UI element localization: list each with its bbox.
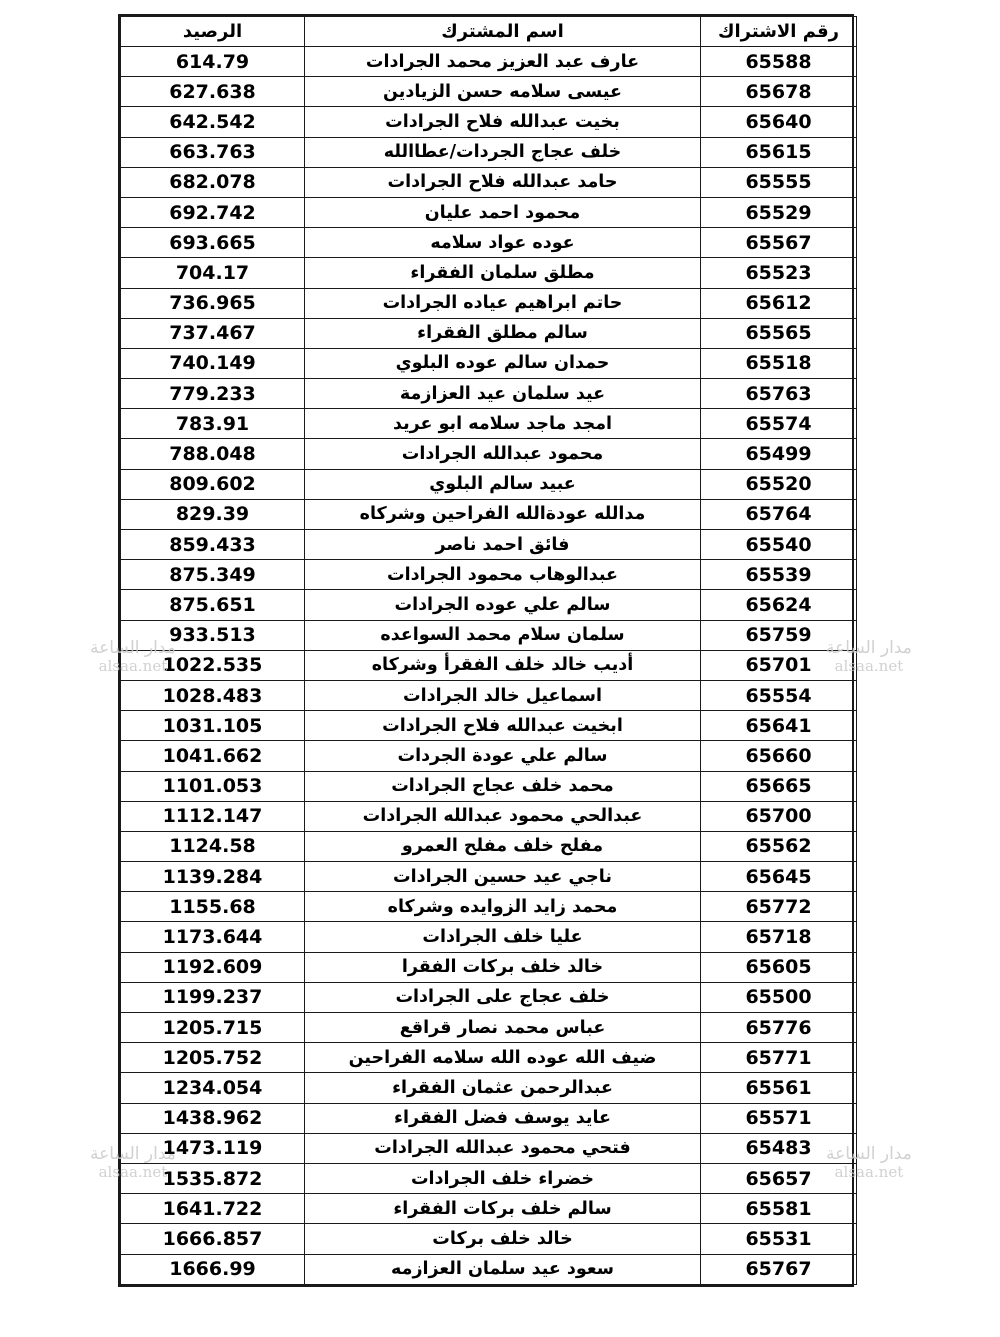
balance-cell: 1666.857 (121, 1224, 305, 1254)
balance-cell: 642.542 (121, 107, 305, 137)
table-row (121, 1194, 857, 1224)
subscriber-name-cell: مطلق سلمان الفقراء (305, 258, 701, 288)
balance-cell: 875.651 (121, 590, 305, 620)
subscription-number-cell: 65605 (701, 952, 857, 982)
subscriber-name-cell: ضيف الله عوده الله سلامه الفراحين (305, 1043, 701, 1073)
balance-cell: 1041.662 (121, 741, 305, 771)
subscription-number-cell: 65554 (701, 680, 857, 710)
balance-cell: 1031.105 (121, 711, 305, 741)
subscriber-name-cell: فائق احمد ناصر (305, 530, 701, 560)
table-row (121, 499, 857, 529)
table-row (121, 107, 857, 137)
subscriber-name-cell: عباس محمد نصار قراقع (305, 1013, 701, 1043)
balance-cell: 736.965 (121, 288, 305, 318)
subscriber-name-cell: سالم مطلق الفقراء (305, 318, 701, 348)
table-row (121, 680, 857, 710)
table-row (121, 47, 857, 77)
table-row (121, 1073, 857, 1103)
subscription-number-cell: 65776 (701, 1013, 857, 1043)
subscription-number-cell: 65641 (701, 711, 857, 741)
table-row (121, 892, 857, 922)
subscription-number-cell: 65640 (701, 107, 857, 137)
subscription-number-cell: 65588 (701, 47, 857, 77)
subscriber-name-cell: عبدالرحمن عثمان الفقراء (305, 1073, 701, 1103)
table-header-row (121, 17, 857, 47)
subscription-number-cell: 65660 (701, 741, 857, 771)
balance-cell: 1473.119 (121, 1133, 305, 1163)
subscription-number-cell: 65565 (701, 318, 857, 348)
subscriber-name-cell: سعود عيد سلمان العزازمه (305, 1254, 701, 1284)
watermark-arabic-text: مدار الساعة (90, 638, 176, 658)
subscriber-name-cell: حامد عبدالله فلاح الجرادات (305, 167, 701, 197)
table-row (121, 258, 857, 288)
table-row (121, 379, 857, 409)
balance-cell: 779.233 (121, 379, 305, 409)
table-row (121, 1043, 857, 1073)
subscription-number-cell: 65767 (701, 1254, 857, 1284)
subscription-number-cell: 65581 (701, 1194, 857, 1224)
subscriber-name-cell: عبيد سالم البلوي (305, 469, 701, 499)
subscriber-name-cell: عبدالحي محمود عبدالله الجرادات (305, 801, 701, 831)
subscriber-name-cell: سالم علي عودة الجردات (305, 741, 701, 771)
subscriber-name-cell: حاتم ابراهيم عياده الجرادات (305, 288, 701, 318)
balance-cell: 614.79 (121, 47, 305, 77)
subscription-number-cell: 65523 (701, 258, 857, 288)
balance-cell: 1101.053 (121, 771, 305, 801)
table-row (121, 469, 857, 499)
subscription-number-cell: 65624 (701, 590, 857, 620)
table-row (121, 801, 857, 831)
subscriber-name-cell: محمد زايد الزوايده وشركاه (305, 892, 701, 922)
subscriber-name-cell: اسماعيل خالد الجرادات (305, 680, 701, 710)
balance-cell: 693.665 (121, 228, 305, 258)
subscription-number-cell: 65483 (701, 1133, 857, 1163)
subscriber-name-cell: عيد سلمان عيد العزازمة (305, 379, 701, 409)
watermark-arabic-text: مدار الساعة (826, 1144, 912, 1164)
table-row (121, 741, 857, 771)
subscriber-name-cell: خلف عجاج الجردات/عطاالله (305, 137, 701, 167)
subscriber-name-cell: خالد خلف بركات (305, 1224, 701, 1254)
balance-cell: 1139.284 (121, 862, 305, 892)
subscriber-name-cell: خلف عجاج على الجرادات (305, 982, 701, 1012)
table-row (121, 560, 857, 590)
watermark-latin-text: alsaa.net (834, 1163, 904, 1181)
table-row (121, 982, 857, 1012)
table-row (121, 318, 857, 348)
balance-cell: 1438.962 (121, 1103, 305, 1133)
watermark-arabic-text: مدار الساعة (90, 1144, 176, 1164)
table-row (121, 862, 857, 892)
table-row (121, 952, 857, 982)
balance-cell: 1022.535 (121, 650, 305, 680)
subscriber-name-cell: عارف عبد العزيز محمد الجرادات (305, 47, 701, 77)
balance-cell: 1205.715 (121, 1013, 305, 1043)
balance-cell: 783.91 (121, 409, 305, 439)
subscription-number-cell: 65612 (701, 288, 857, 318)
table-row (121, 409, 857, 439)
subscription-number-cell: 65539 (701, 560, 857, 590)
subscription-number-cell: 65529 (701, 197, 857, 227)
subscriber-balance-sheet (118, 14, 854, 1287)
balance-cell: 1192.609 (121, 952, 305, 982)
table-row (121, 831, 857, 861)
subscription-number-cell: 65759 (701, 620, 857, 650)
table-row (121, 650, 857, 680)
table-row (121, 1013, 857, 1043)
subscriber-name-cell: عليا خلف الجرادات (305, 922, 701, 952)
balance-cell: 933.513 (121, 620, 305, 650)
table-row (121, 137, 857, 167)
balance-cell: 829.39 (121, 499, 305, 529)
subscriber-name-cell: خالد خلف بركات الفقرا (305, 952, 701, 982)
balance-cell: 1124.58 (121, 831, 305, 861)
subscription-number-cell: 65574 (701, 409, 857, 439)
table-row (121, 1224, 857, 1254)
subscription-number-cell: 65615 (701, 137, 857, 167)
balance-cell: 1205.752 (121, 1043, 305, 1073)
table-row (121, 348, 857, 378)
subscriber-name-cell: سلمان سلام محمد السواعده (305, 620, 701, 650)
balance-cell: 1641.722 (121, 1194, 305, 1224)
watermark-arabic-text: مدار الساعة (826, 638, 912, 658)
subscription-number-cell: 65561 (701, 1073, 857, 1103)
subscription-number-cell: 65665 (701, 771, 857, 801)
table-row (121, 439, 857, 469)
table-body (121, 47, 857, 1285)
subscription-number-cell: 65764 (701, 499, 857, 529)
table-row (121, 922, 857, 952)
subscriber-name-cell: محمد خلف عجاج الجرادات (305, 771, 701, 801)
subscriber-name-cell: مدالله عودةالله الفراحين وشركاه (305, 499, 701, 529)
subscription-number-cell: 65499 (701, 439, 857, 469)
subscription-number-cell: 65562 (701, 831, 857, 861)
subscription-number-cell: 65500 (701, 982, 857, 1012)
balance-cell: 1199.237 (121, 982, 305, 1012)
balance-cell: 692.742 (121, 197, 305, 227)
subscriber-name-cell: ابخيت عبدالله فلاح الجرادات (305, 711, 701, 741)
table-row (121, 1254, 857, 1284)
table-row (121, 590, 857, 620)
subscription-number-cell: 65518 (701, 348, 857, 378)
subscription-number-cell: 65555 (701, 167, 857, 197)
balance-cell: 788.048 (121, 439, 305, 469)
subscriber-name-cell: محمود احمد عليان (305, 197, 701, 227)
subscription-number-cell: 65678 (701, 77, 857, 107)
subscriber-name-cell: سالم خلف بركات الفقراء (305, 1194, 701, 1224)
table-row (121, 1103, 857, 1133)
balance-cell: 859.433 (121, 530, 305, 560)
subscription-number-cell: 65700 (701, 801, 857, 831)
watermark-latin-text: alsaa.net (98, 657, 168, 675)
table-row (121, 1133, 857, 1163)
subscription-number-cell: 65718 (701, 922, 857, 952)
watermark-latin-text: alsaa.net (98, 1163, 168, 1181)
subscriber-name-cell: عايد يوسف فضل الفقراء (305, 1103, 701, 1133)
subscription-number-cell: 65531 (701, 1224, 857, 1254)
subscriber-name-cell: مفلح خلف مفلح العمرو (305, 831, 701, 861)
balance-cell: 704.17 (121, 258, 305, 288)
balance-cell: 737.467 (121, 318, 305, 348)
balance-cell: 1028.483 (121, 680, 305, 710)
table-row (121, 711, 857, 741)
subscriber-name-cell: أديب خالد خلف الفقرأ وشركاه (305, 650, 701, 680)
balance-cell: 740.149 (121, 348, 305, 378)
table-row (121, 1163, 857, 1193)
table-row (121, 771, 857, 801)
header-balance: الرصيد (121, 17, 305, 47)
subscriber-balance-table (120, 16, 857, 1285)
table-row (121, 77, 857, 107)
balance-cell: 875.349 (121, 560, 305, 590)
subscription-number-cell: 65763 (701, 379, 857, 409)
table-row (121, 530, 857, 560)
balance-cell: 1535.872 (121, 1163, 305, 1193)
subscription-number-cell: 65657 (701, 1163, 857, 1193)
balance-cell: 682.078 (121, 167, 305, 197)
header-subscriber-name: اسم المشترك (305, 17, 701, 47)
balance-cell: 809.602 (121, 469, 305, 499)
balance-cell: 663.763 (121, 137, 305, 167)
subscription-number-cell: 65772 (701, 892, 857, 922)
subscriber-name-cell: فتحي محمود عبدالله الجرادات (305, 1133, 701, 1163)
subscriber-name-cell: بخيت عبدالله فلاح الجرادات (305, 107, 701, 137)
balance-cell: 1666.99 (121, 1254, 305, 1284)
subscriber-name-cell: عبدالوهاب محمود الجرادات (305, 560, 701, 590)
subscriber-name-cell: امجد ماجد سلامه ابو عريد (305, 409, 701, 439)
balance-cell: 1155.68 (121, 892, 305, 922)
subscriber-name-cell: عوده عواد سلامه (305, 228, 701, 258)
subscription-number-cell: 65645 (701, 862, 857, 892)
balance-cell: 1112.147 (121, 801, 305, 831)
subscriber-name-cell: عيسى سلامه حسن الزيادين (305, 77, 701, 107)
subscriber-name-cell: حمدان سالم عوده البلوي (305, 348, 701, 378)
balance-cell: 1173.644 (121, 922, 305, 952)
subscription-number-cell: 65567 (701, 228, 857, 258)
header-subscription-number: رقم الاشتراك (701, 17, 857, 47)
table-row (121, 620, 857, 650)
table-row (121, 288, 857, 318)
balance-cell: 1234.054 (121, 1073, 305, 1103)
subscription-number-cell: 65771 (701, 1043, 857, 1073)
table-row (121, 197, 857, 227)
subscriber-name-cell: سالم علي عوده الجرادات (305, 590, 701, 620)
subscription-number-cell: 65520 (701, 469, 857, 499)
subscription-number-cell: 65701 (701, 650, 857, 680)
balance-cell: 627.638 (121, 77, 305, 107)
watermark-latin-text: alsaa.net (834, 657, 904, 675)
subscriber-name-cell: محمود عبدالله الجرادات (305, 439, 701, 469)
table-row (121, 228, 857, 258)
subscriber-name-cell: ناجي عيد حسين الجرادات (305, 862, 701, 892)
table-row (121, 167, 857, 197)
subscription-number-cell: 65571 (701, 1103, 857, 1133)
subscription-number-cell: 65540 (701, 530, 857, 560)
subscriber-name-cell: خضراء خلف الجرادات (305, 1163, 701, 1193)
